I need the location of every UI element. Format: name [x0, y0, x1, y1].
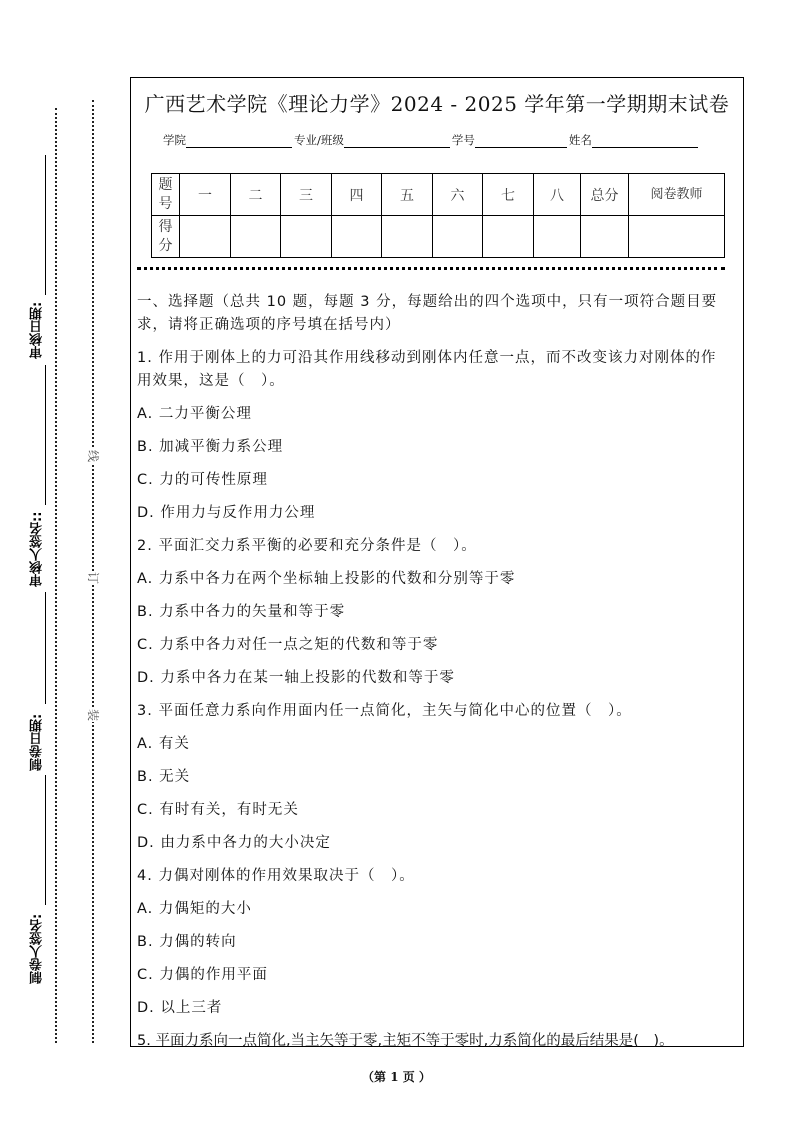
- page-number: （第 1 页 ）: [362, 1070, 431, 1084]
- question-content: [137, 291, 739, 1058]
- maker-signature-line[interactable]: [45, 775, 46, 905]
- q3-option-c: C. 有时有关，有时无关: [137, 802, 299, 818]
- q1-option-a: A. 二力平衡公理: [137, 406, 252, 422]
- col-5: 五: [382, 174, 433, 216]
- score-table-header-row: [152, 174, 725, 216]
- q4-option-d: D. 以上三者: [137, 1000, 223, 1016]
- major-class-field[interactable]: [344, 135, 450, 148]
- binding-word-xian: 线: [86, 449, 100, 462]
- col-1: 一: [180, 174, 231, 216]
- maker-signature-label: 制卷人签名:: [30, 913, 45, 985]
- reviewer-signature-label: 审核人签名::: [30, 511, 45, 587]
- col-3: 三: [281, 174, 332, 216]
- exam-title: 广西艺术学院《理论力学》2024 - 2025 学年第一学期期末试卷: [144, 92, 730, 116]
- score-header: 得分: [152, 216, 180, 258]
- q3-option-b: B. 无关: [137, 769, 191, 785]
- score-cell-8[interactable]: [534, 216, 581, 258]
- col-6: 六: [433, 174, 483, 216]
- student-id-field[interactable]: [475, 135, 567, 148]
- q1-option-c: C. 力的可传性原理: [137, 472, 268, 488]
- binding-dotted-line-outer: [55, 108, 57, 1043]
- question-3-stem: 3. 平面任意力系向作用面内任一点简化，主矢与简化中心的位置（ ）。: [137, 703, 632, 719]
- q4-option-c: C. 力偶的作用平面: [137, 967, 268, 983]
- section-heading-line2: 求，请将正确选项的序号填在括号内）: [137, 317, 401, 333]
- name-field[interactable]: [592, 135, 698, 148]
- review-date-label: 审核日期:: [30, 301, 45, 359]
- q2-option-d: D. 力系中各力在某一轴上投影的代数和等于零: [137, 670, 455, 686]
- name-label: 姓名: [568, 133, 592, 147]
- major-class-label: 专业/班级: [294, 133, 344, 147]
- q2-option-b: B. 力系中各力的矢量和等于零: [137, 604, 346, 620]
- q1-option-d: D. 作用力与反作用力公理: [137, 505, 316, 521]
- student-id-label: 学号: [451, 133, 475, 147]
- dotted-separator: [137, 267, 725, 270]
- col-7: 七: [483, 174, 534, 216]
- score-table-score-row: [152, 216, 725, 258]
- question-1-stem: 1. 作用于刚体上的力可沿其作用线移动到刚体内任意一点，而不改变该力对刚体的作: [137, 350, 717, 366]
- reviewer-signature-line[interactable]: [45, 365, 46, 505]
- col-4: 四: [332, 174, 382, 216]
- binding-word-zhuang: 装: [86, 708, 100, 721]
- col-2: 二: [231, 174, 281, 216]
- score-cell-4[interactable]: [332, 216, 382, 258]
- make-date-line[interactable]: [45, 592, 46, 704]
- score-cell-7[interactable]: [483, 216, 534, 258]
- question-4-stem: 4. 力偶对刚体的作用效果取决于（ ）。: [137, 868, 415, 884]
- score-table: [151, 173, 725, 258]
- q4-option-b: B. 力偶的转向: [137, 934, 237, 950]
- make-date-label: 制卷日期:: [30, 713, 45, 771]
- exam-page-frame: [130, 77, 744, 1047]
- question-number-header: 题号: [152, 174, 180, 216]
- q2-option-a: A. 力系中各力在两个坐标轴上投影的代数和分别等于零: [137, 571, 516, 587]
- score-cell-1[interactable]: [180, 216, 231, 258]
- question-5-stem: 5. 平面力系向一点简化,当主矢等于零,主矩不等于零时,力系简化的最后结果是( )。: [137, 1033, 674, 1049]
- college-label: 学院: [163, 133, 186, 147]
- score-cell-2[interactable]: [231, 216, 281, 258]
- col-total: 总分: [581, 174, 629, 216]
- score-cell-6[interactable]: [433, 216, 483, 258]
- col-8: 八: [534, 174, 581, 216]
- question-1-stem-cont: 用效果，这是（ ）。: [137, 373, 285, 389]
- q4-option-a: A. 力偶矩的大小: [137, 901, 252, 917]
- q3-option-d: D. 由力系中各力的大小决定: [137, 835, 331, 851]
- col-grader: 阅卷教师: [629, 174, 725, 216]
- score-cell-grader[interactable]: [629, 216, 725, 258]
- binding-word-ding: 订: [86, 571, 100, 584]
- review-date-line[interactable]: [45, 155, 46, 295]
- score-cell-3[interactable]: [281, 216, 332, 258]
- score-cell-total[interactable]: [581, 216, 629, 258]
- student-info-row: [163, 132, 700, 148]
- score-cell-5[interactable]: [382, 216, 433, 258]
- section-heading-line1: 一、选择题（总共 10 题，每题 3 分，每题给出的四个选项中，只有一项符合题目要: [137, 294, 718, 310]
- q1-option-b: B. 加减平衡力系公理: [137, 439, 284, 455]
- q3-option-a: A. 有关: [137, 736, 190, 752]
- college-field[interactable]: [186, 135, 292, 148]
- q2-option-c: C. 力系中各力对任一点之矩的代数和等于零: [137, 637, 439, 653]
- question-2-stem: 2. 平面汇交力系平衡的必要和充分条件是（ ）。: [137, 538, 477, 554]
